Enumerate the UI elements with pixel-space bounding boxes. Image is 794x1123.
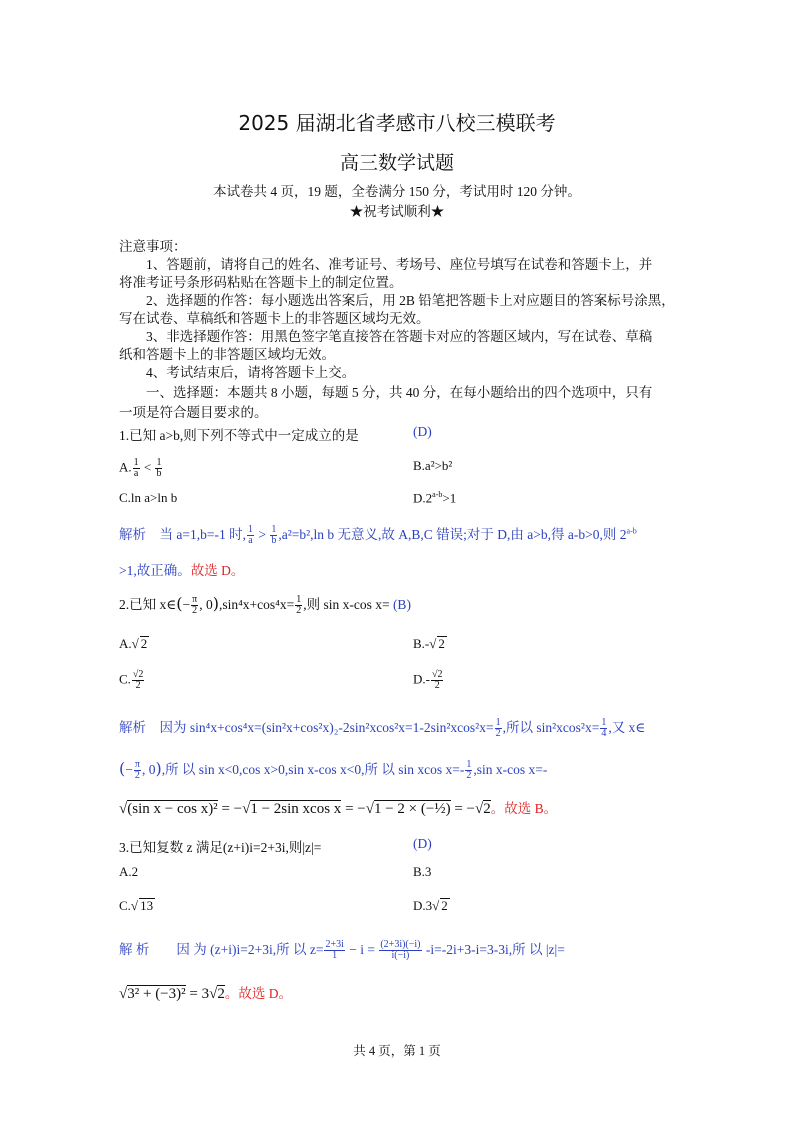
q1-option-d: $D.2^{a-b}>1$ bbox=[413, 490, 457, 506]
q2-option-c: C. $\frac{√2}{2}$ bbox=[119, 669, 144, 691]
q1-option-a: A. $\frac{1}{a}$ < $\frac{1}{b}$ bbox=[119, 457, 162, 479]
q3-option-b: B.3 bbox=[413, 864, 432, 879]
notice-line: 1、答题前，请将自己的姓名、准考证号、考场号、座位号填写在试卷和答题卡上，并 bbox=[146, 257, 653, 272]
q2-option-d: D.- $\frac{√2}{2}$ bbox=[413, 669, 443, 691]
q1-stem: 1.已知 a>b,则下列不等式中一定成立的是 bbox=[119, 428, 359, 443]
q2-solution-line1: 解析 因为 sin⁴x+cos⁴x=(sin²x+cos²x)₂-2sin²xcos²x=1-2sin²xcos²x= $\frac{1}{2}$ ,所以 sin²xcos²x= $\frac{1}{4}$ ,又 x∈ bbox=[119, 717, 646, 740]
q3-solution-line2: √3² + (−3)² = 3√2。故选 D。 bbox=[119, 986, 292, 1002]
notice-line: 2、选择题的作答：每小题选出答案后，用 2B 铅笔把答题卡上对应题目的答案标号涂黑， bbox=[146, 293, 675, 308]
q3-option-a: A.2 bbox=[119, 864, 139, 879]
q3-solution-line1: 解 析 因 为 (z+i)i=2+3i,所 以 z= $\frac{2+3i}{1}$ − i = $\frac{(2+3i)(-i)}{i(-i)}$ -i=-2i+3-i=3-3i,所 以 |z|= bbox=[119, 939, 565, 962]
page-footer: 共 4 页，第 1 页 bbox=[353, 1044, 441, 1058]
exam-title: 2025 届湖北省孝感市八校三模联考 bbox=[238, 111, 556, 135]
notice-line: 4、考试结束后，请将答题卡上交。 bbox=[146, 365, 356, 380]
q2-option-b: B.-√ 2 bbox=[413, 636, 447, 652]
q1-option-c: C.ln a>ln b bbox=[119, 490, 178, 505]
q3-option-c: C.√ 13 bbox=[119, 898, 155, 914]
q2-solution-line3: √(sin x − cos x)² = −√1 − 2sin xcos x = −√1 − 2 × (−½) = −√2。故选 B。 bbox=[119, 801, 558, 817]
q1-solution: 解析 当 a=1,b=-1 时, $\frac{1}{a}$ > $\frac{1}{b}$ ,a²=b²,ln b 无意义,故 A,B,C 错误;对于 D,由 a>b,得 a-b>0,则 2$^{a-b}$ bbox=[119, 524, 637, 547]
exam-wish: ★祝考试顺利★ bbox=[349, 204, 445, 219]
section-heading: 一、选择题：本题共 8 小题，每题 5 分，共 40 分，在每小题给出的四个选项中，只有 bbox=[146, 385, 653, 400]
q1-option-b: B.a²>b² bbox=[413, 458, 453, 473]
notice-line: 3、非选择题作答：用黑色签字笔直接答在答题卡对应的答题区域内，写在试卷、草稿 bbox=[146, 329, 653, 344]
section-heading-cont: 一项是符合题目要求的。 bbox=[119, 405, 268, 420]
exam-info: 本试卷共 4 页，19 题，全卷满分 150 分，考试用时 120 分钟。 bbox=[213, 184, 581, 199]
q1-answer: (D) bbox=[413, 424, 432, 439]
q2-stem: 2.已知 x∈(− $\frac{\pi}{2}$ , 0),sin⁴x+cos⁴x= $\frac{1}{2}$ ,则 sin x-cos x= (B) bbox=[119, 594, 411, 617]
notice-line: 纸和答题卡上的非答题区域均无效。 bbox=[119, 347, 335, 362]
exam-subtitle: 高三数学试题 bbox=[339, 153, 454, 174]
q2-solution-line2: (− $\frac{\pi}{2}$ , 0),所 以 sin x<0,cos x>0,sin x-cos x<0,所 以 sin xcos x=- $\frac{1}{2}$ ,sin x-cos x=- bbox=[119, 759, 548, 782]
q3-answer: (D) bbox=[413, 836, 432, 851]
notice-line: 将准考证号条形码粘贴在答题卡上的制定位置。 bbox=[119, 275, 403, 290]
q3-option-d: D.3√ 2 bbox=[413, 898, 450, 914]
q2-option-a: A.√ 2 bbox=[119, 636, 149, 652]
q1-solution-end: >1,故正确。故选 D。 bbox=[119, 563, 245, 578]
notice-heading: 注意事项： bbox=[119, 239, 187, 254]
q3-stem: 3.已知复数 z 满足(z+i)i=2+3i,则|z|= bbox=[119, 840, 322, 855]
notice-line: 写在试卷、草稿纸和答题卡上的非答题区域均无效。 bbox=[119, 311, 430, 326]
